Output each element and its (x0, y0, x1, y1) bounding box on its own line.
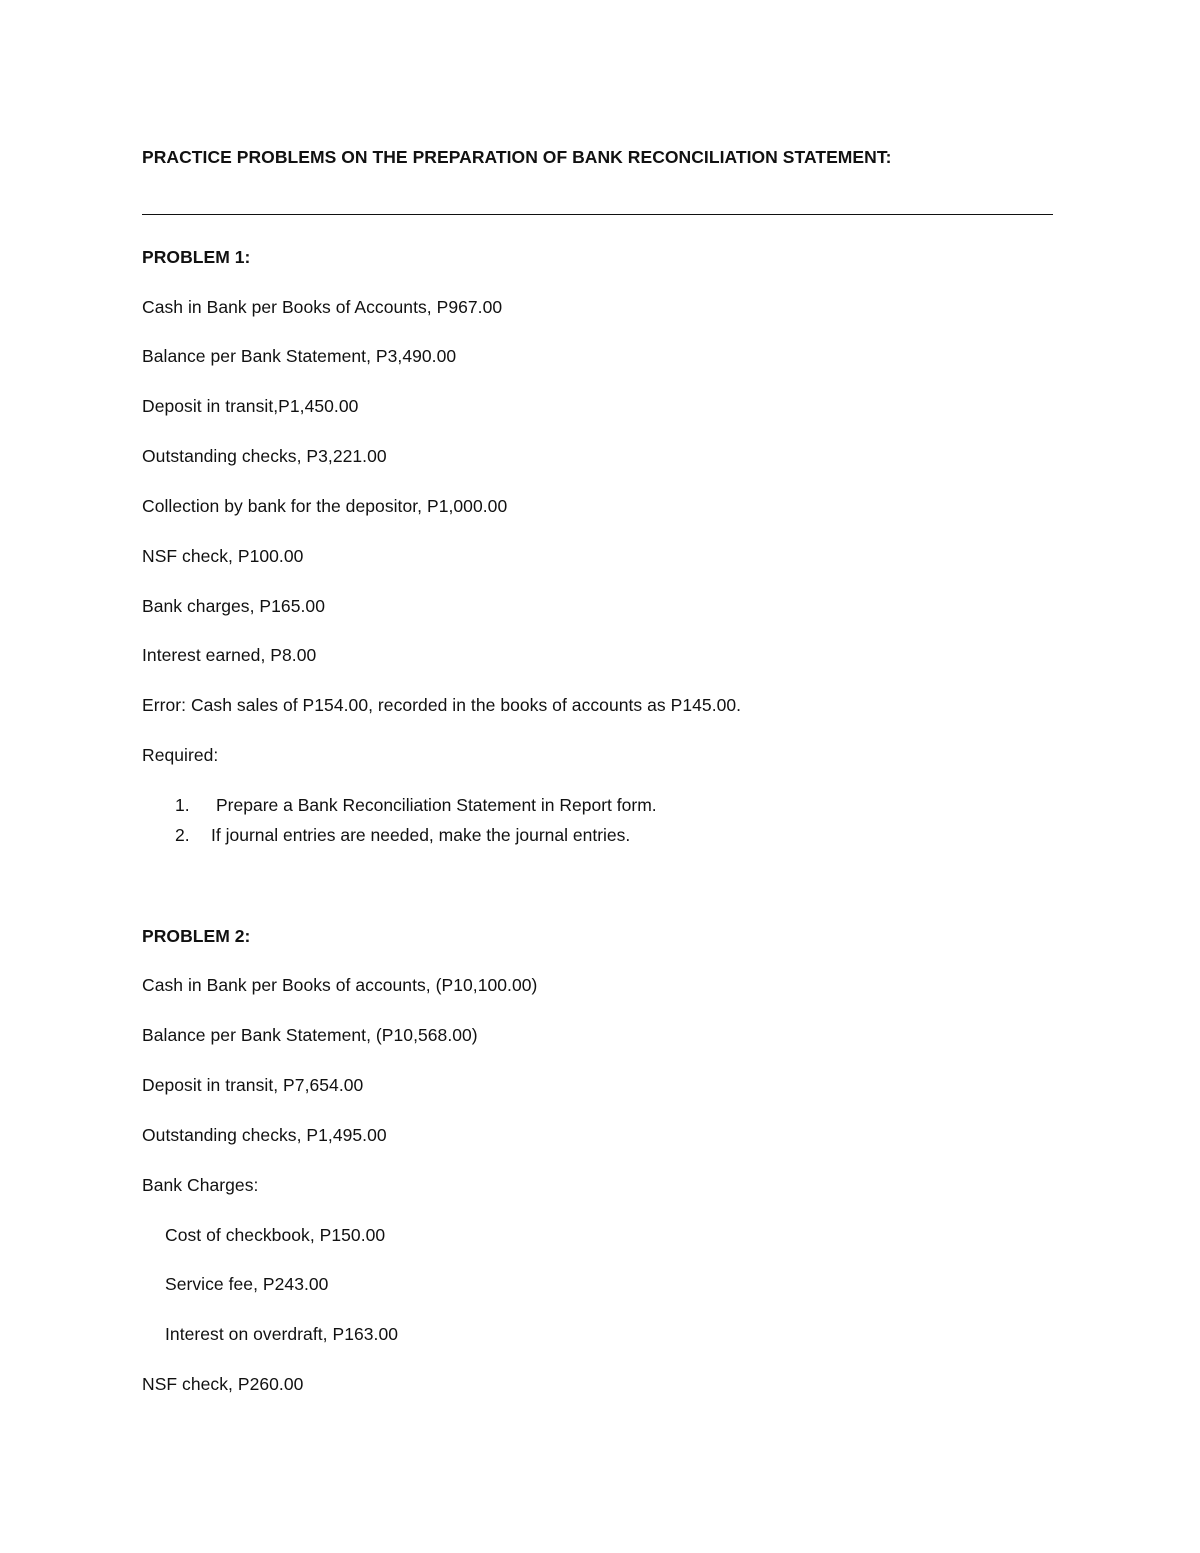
required-item-text: If journal entries are needed, make the journal entries. (211, 825, 631, 845)
problem1-interest-earned: Interest earned, P8.00 (142, 645, 317, 665)
problem2-nsf-check: NSF check, P260.00 (142, 1374, 304, 1394)
problem2-cash-per-books: Cash in Bank per Books of accounts, (P10,100.00) (142, 975, 538, 995)
document-title: PRACTICE PROBLEMS ON THE PREPARATION OF BANK RECONCILIATION STATEMENT: (142, 147, 892, 167)
problem1-error: Error: Cash sales of P154.00, recorded in the books of accounts as P145.00. (142, 695, 742, 715)
problem2-bank-charge-item: Interest on overdraft, P163.00 (165, 1324, 399, 1344)
problem2-bank-charge-item: Service fee, P243.00 (165, 1274, 329, 1294)
problem2-bank-charge-item: Cost of checkbook, P150.00 (165, 1225, 386, 1245)
problem1-nsf-check: NSF check, P100.00 (142, 546, 304, 566)
problem1-heading: PROBLEM 1: (142, 247, 251, 267)
problem1-required-label: Required: (142, 745, 219, 765)
problem1-outstanding-checks: Outstanding checks, P3,221.00 (142, 446, 387, 466)
problem1-deposit-in-transit: Deposit in transit,P1,450.00 (142, 396, 359, 416)
problem2-deposit-in-transit: Deposit in transit, P7,654.00 (142, 1075, 364, 1095)
problem1-cash-per-books: Cash in Bank per Books of Accounts, P967.00 (142, 297, 503, 317)
problem1-collection-by-bank: Collection by bank for the depositor, P1,000.00 (142, 496, 508, 516)
required-item-number: 2. (175, 825, 190, 845)
problem1-balance-per-bank: Balance per Bank Statement, P3,490.00 (142, 346, 457, 366)
required-item-text: Prepare a Bank Reconciliation Statement in Report form. (216, 795, 657, 815)
problem2-balance-per-bank: Balance per Bank Statement, (P10,568.00) (142, 1025, 478, 1045)
problem2-heading: PROBLEM 2: (142, 926, 251, 946)
problem2-bank-charges-label: Bank Charges: (142, 1175, 259, 1195)
problem2-outstanding-checks: Outstanding checks, P1,495.00 (142, 1125, 387, 1145)
title-divider (142, 214, 1053, 215)
problem1-bank-charges: Bank charges, P165.00 (142, 596, 325, 616)
required-item-number: 1. (175, 795, 190, 815)
